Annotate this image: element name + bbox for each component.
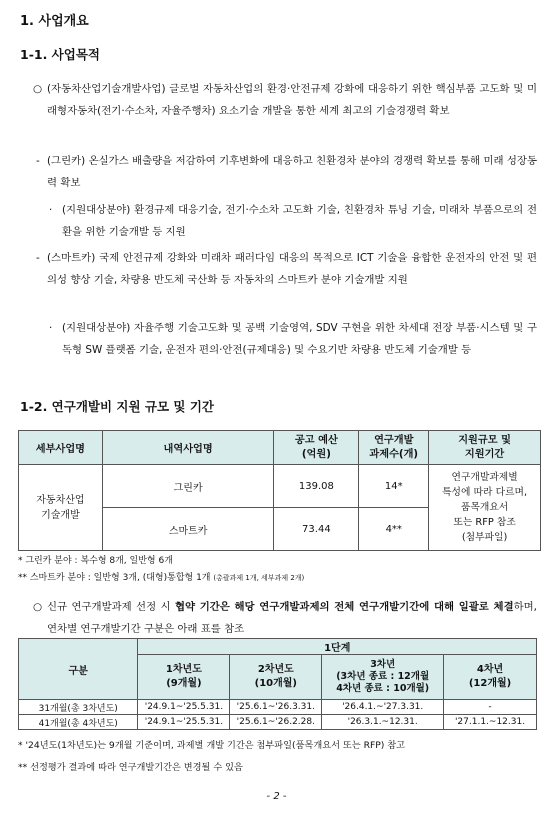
subsection-title-purpose: 1-1. 사업목적 xyxy=(20,47,100,62)
section-title: 1. 사업개요 xyxy=(20,14,89,29)
page-number: - 2 - xyxy=(266,791,287,802)
budget-cell: 139.08 xyxy=(274,465,359,508)
col-header: 연구개발 과제수(개) xyxy=(359,431,429,465)
col-header: 내역사업명 xyxy=(102,431,274,465)
agreement-paragraph: 신규 연구개발과제 선정 시 협약 기간은 해당 연구개발과제의 전체 연구개발기간에 대해 일괄로 체결하며, 연차별 연구개발기간 구분은 아래 표를 참조 xyxy=(47,601,537,635)
dot-mark: · xyxy=(49,204,53,216)
greencar-support-paragraph: (지원대상분야) 환경규제 대응기술, 전기·수소차 고도화 기술, 친환경차 튜닝 기술, 미래차 부품으로의 전환을 위한 기술개발 등 지원 xyxy=(62,204,537,238)
period-cell: '24.9.1~'25.5.31. xyxy=(138,715,230,730)
dash-mark: - xyxy=(36,155,40,167)
note-smartcar: ** 스마트카 분야 : 일반형 3개, (대형)통합형 1개 (총괄과제 1개, 세부과제 2개) xyxy=(18,573,305,583)
col-header: 지원규모 및 지원기간 xyxy=(429,431,541,465)
row-label: 31개월(총 3차년도) xyxy=(19,700,138,715)
count-cell: 14* xyxy=(359,465,429,508)
note-period-change: ** 선정평가 결과에 따라 연구개발기간은 변경될 수 있음 xyxy=(18,762,243,773)
smartcar-paragraph: (스마트카) 국제 안전규제 강화와 미래차 패러다임 대응의 목적으로 ICT 기술을 융합한 운전자의 안전 및 편의성 향상 기술, 차량용 반도체 국산화 등 자동차의 스마트카 분야 기술개발 지원 xyxy=(47,252,537,286)
period-cell: '24.9.1~'25.5.31. xyxy=(138,700,230,715)
subprogram-cell: 그린카 xyxy=(102,465,274,508)
note-greencar: * 그린카 분야 : 복수형 8개, 일반형 6개 xyxy=(18,556,173,566)
budget-table xyxy=(18,430,541,551)
period-cell: '25.6.1~'26.2.28. xyxy=(230,715,322,730)
year-header: 2차년도 (10개월) xyxy=(230,655,322,700)
dash-mark: - xyxy=(36,252,40,264)
year-header: 3차년 (3차년 종료 : 12개월 4차년 종료 : 10개월) xyxy=(322,655,444,700)
col-header: 세부사업명 xyxy=(19,431,103,465)
dot-mark: · xyxy=(49,322,53,334)
support-cell: 연구개발과제별 특성에 따라 다르며, 품목개요서 또는 RFP 참조 (첨부파일) xyxy=(429,465,541,551)
bullet-mark: ○ xyxy=(33,83,43,95)
period-cell: '26.4.1.~'27.3.31. xyxy=(322,700,444,715)
count-cell: 4** xyxy=(359,508,429,551)
bullet-mark: ○ xyxy=(33,601,43,613)
period-cell: - xyxy=(444,700,537,715)
year-header: 1차년도 (9개월) xyxy=(138,655,230,700)
period-cell: '27.1.1.~12.31. xyxy=(444,715,537,730)
period-table xyxy=(18,638,537,730)
program-name-cell: 자동차산업 기술개발 xyxy=(19,465,103,551)
smartcar-support-paragraph: (지원대상분야) 자율주행 기술고도화 및 공백 기술영역, SDV 구현을 위한 차세대 전장 부품·시스템 및 구독형 SW 플랫폼 기술, 운전자 편의·안전(규제대응) 및 수요기반 차량용 반도체 기술개발 등 xyxy=(62,322,537,356)
period-cell: '25.6.1~'26.3.31. xyxy=(230,700,322,715)
stage-header: 1단계 xyxy=(138,639,537,655)
greencar-paragraph: (그린카) 온실가스 배출량을 저감하여 기후변화에 대응하고 친환경차 분야의 경쟁력 확보를 통해 미래 성장동력 확보 xyxy=(47,155,537,189)
col-header: 공고 예산 (억원) xyxy=(274,431,359,465)
budget-cell: 73.44 xyxy=(274,508,359,551)
note-first-year: * '24년도(1차년도)는 9개월 기준이며, 과제별 개발 기간은 첨부파일(품목개요서 또는 RFP) 참고 xyxy=(18,740,406,751)
row-label: 41개월(총 4차년도) xyxy=(19,715,138,730)
year-header: 4차년 (12개월) xyxy=(444,655,537,700)
subsection-title-budget: 1-2. 연구개발비 지원 규모 및 기간 xyxy=(20,399,214,414)
gubun-header: 구분 xyxy=(19,639,138,700)
subprogram-cell: 스마트카 xyxy=(102,508,274,551)
period-cell: '26.3.1.~12.31. xyxy=(322,715,444,730)
purpose-paragraph: (자동차산업기술개발사업) 글로벌 자동차산업의 환경·안전규제 강화에 대응하기 위한 핵심부품 고도화 및 미래형자동차(전기·수소차, 자율주행차) 요소기술 개발을 통한 세계 최고의 기술경쟁력 확보 xyxy=(47,83,537,117)
